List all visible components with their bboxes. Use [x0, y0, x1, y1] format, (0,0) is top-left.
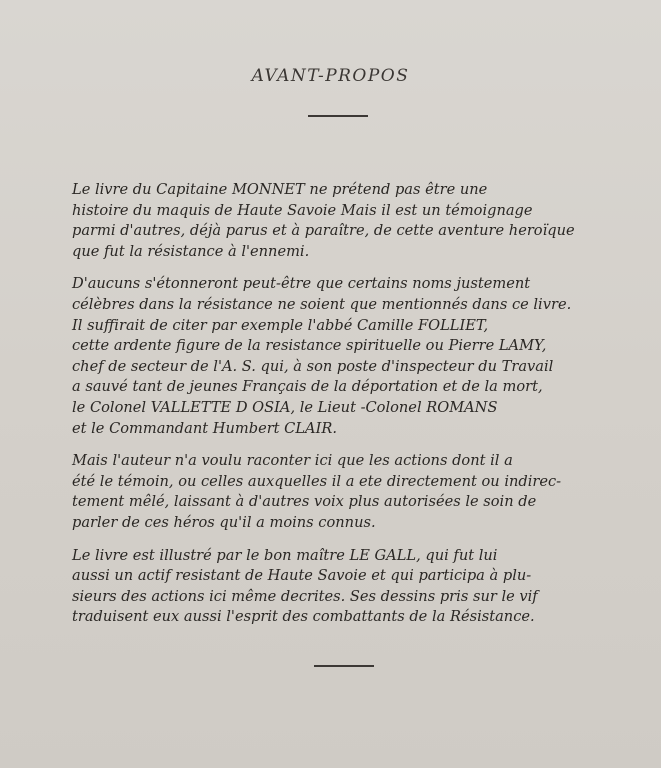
text-line: que fut la résistance à l'ennemi. [72, 242, 310, 260]
text-line: Le livre est illustré par le bon maître LE GALL, qui fut lui [72, 546, 498, 564]
text-line: et le Commandant Humbert CLAIR. [72, 419, 337, 437]
paragraph-2 [72, 274, 638, 439]
text-line: D'aucuns s'étonneront peut-être que certains noms justement [72, 275, 531, 293]
paragraph-4 [72, 546, 638, 628]
closing-divider [314, 665, 374, 667]
text-line: été le témoin, ou celles auxquelles il a ete directement ou indirec- [72, 472, 562, 490]
paragraph-1 [72, 180, 638, 262]
text-line: le Colonel VALLETTE D OSIA, le Lieut -Colonel ROMANS [72, 398, 498, 416]
text-line: sieurs des actions ici même decrites. Ses dessins pris sur le vif [72, 587, 538, 605]
text-line: cette ardente figure de la resistance spirituelle ou Pierre LAMY, [72, 337, 547, 355]
text-line: Le livre du Capitaine MONNET ne prétend pas être une [72, 181, 488, 198]
paragraph-3 [72, 451, 638, 533]
text-line: histoire du maquis de Haute Savoie Mais il est un témoignage [72, 201, 533, 219]
text-line: Mais l'auteur n'a voulu raconter ici que les actions dont il a [72, 452, 513, 470]
text-line: parmi d'autres, déjà parus et à paraître, de cette aventure heroïque [72, 222, 575, 240]
text-line: aussi un actif resistant de Haute Savoie et qui participa à plu- [72, 567, 532, 585]
text-line: parler de ces héros qu'il a moins connus. [72, 513, 376, 531]
page-title: AVANT-PROPOS [251, 66, 410, 86]
text-line: Il suffirait de citer par exemple l'abbé Camille FOLLIET, [72, 316, 489, 334]
text-line: célèbres dans la résistance ne soient que mentionnés dans ce livre. [72, 295, 572, 313]
text-line: chef de secteur de l'A. S. qui, à son poste d'inspecteur du Travail [72, 357, 554, 375]
text-line: tement mêlé, laissant à d'autres voix plus autorisées le soin de [72, 493, 537, 511]
foreword-body [72, 180, 638, 640]
text-line: a sauvé tant de jeunes Français de la déportation et de la mort, [72, 378, 543, 396]
text-line: traduisent eux aussi l'esprit des combattants de la Résistance. [72, 608, 535, 626]
title-divider [308, 115, 368, 117]
